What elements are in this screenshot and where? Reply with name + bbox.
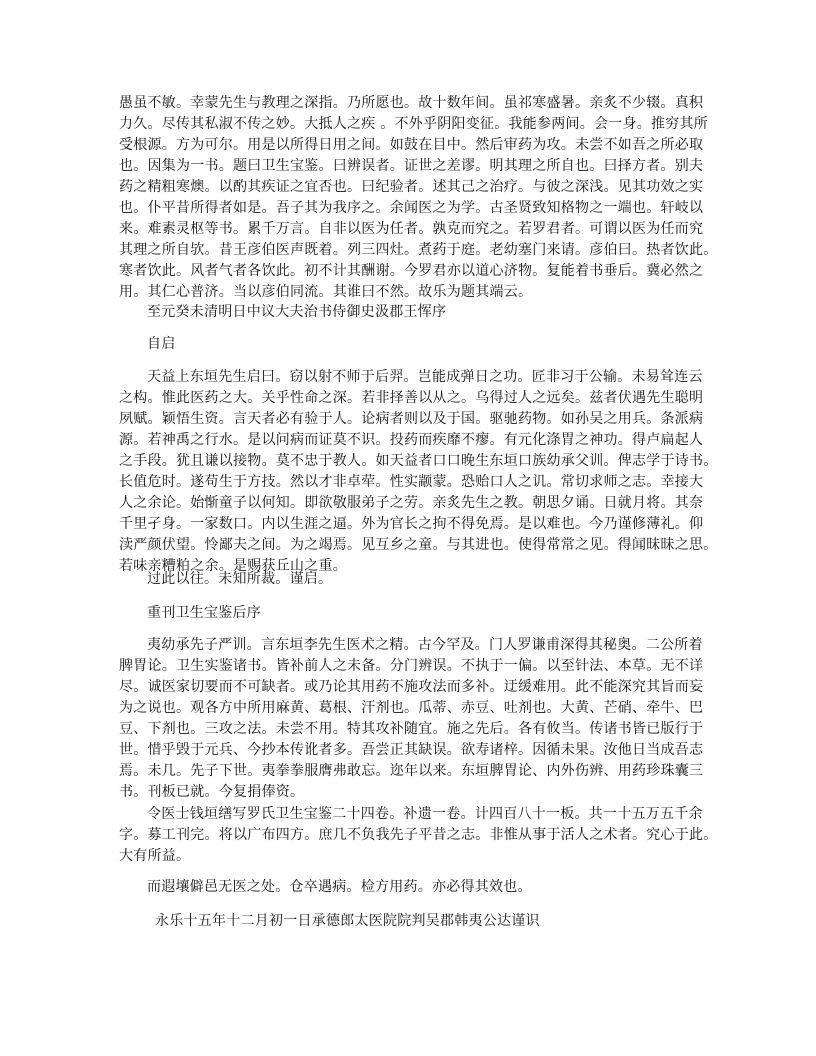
text-line: 字。募工刊完。将以广布四方。庶几不负我先子平昔之志。非惟从事于活人之术者。究心于此。 [119, 827, 718, 843]
text-line: 受根源。方为可尔。用是以所得日用之间。如鼓在目中。然后审药为攻。未尝不如吾之所必取 [119, 137, 704, 153]
text-line: 自启 [147, 336, 176, 352]
text-line: 而遐壤僻邑无医之处。仓卒遇病。检方用药。亦必得其效也。 [147, 879, 532, 895]
text-line: 其理之所自欤。昔王彦伯医声既着。列三四灶。煮药于庭。老幼塞门来请。彦伯曰。热者饮此。 [119, 242, 718, 258]
preface-signature [119, 302, 727, 323]
text-line: 夙赋。颖悟生资。言天者必有验于人。论病者则以及于国。驱驰药物。如孙吴之用兵。条派病 [119, 411, 704, 427]
text-line: 人之余论。始惭童子以何知。即欲敬服弟子之劳。亲炙先生之教。朝思夕诵。日就月将。其奈 [119, 495, 704, 511]
letter-body-paragraph [119, 367, 718, 577]
text-line: 为之说也。观各方中所用麻黄、葛根、汗剂也。瓜蒂、赤豆、吐剂也。大黄、芒硝、牵牛、巴 [119, 700, 704, 716]
text-line: 书。刊板已就。今复捐俸资。 [119, 784, 305, 800]
text-line: 也。因集为一书。题曰卫生宝鉴。曰辨误者。证世之差谬。明其理之所自也。曰择方者。别夫 [119, 158, 704, 174]
text-line: 寒者饮此。风者气者各饮此。初不计其酬谢。今罗君亦以道心济物。复能着书垂后。冀必然之 [119, 263, 704, 279]
text-line: 夷幼承先子严训。言东垣李先生医术之精。古今罕及。门人罗谦甫深得其秘奥。二公所着 [147, 637, 703, 653]
printing-note-paragraph [119, 804, 718, 867]
text-line: 愚虽不敏。幸蒙先生与教理之深指。乃所愿也。故十数年间。虽祁寒盛暑。亲炙不少辍。真积 [119, 95, 704, 111]
text-line: 力久。尽传其私淑不传之妙。大抵人之疾 。不外乎阴阳变征。我能参两间。会一身。推穷其所 [119, 116, 708, 132]
text-line: 令医士钱垣缮写罗氏卫生宝鉴二十四卷。补遗一卷。计四百八十一板。共一十五万五千余 [147, 806, 703, 822]
text-line: 焉。未几。先子下世。夷拳拳服膺弗敢忘。迩年以来。东垣脾胃论、内外伤辨、用药珍珠囊三 [119, 763, 704, 779]
text-line: 天益上东垣先生启曰。窃以射不师于后羿。岂能成弹日之功。匠非习于公输。未易耸连云 [147, 369, 703, 385]
text-line: 来。难素灵枢等书。累千万言。自非以医为任者。孰克而究之。若罗君者。可谓以医为任而究 [119, 221, 704, 237]
text-line: 若味亲糟粕之余。是赐获丘山之重。 [119, 558, 347, 574]
text-line: 大有所益。 [119, 848, 191, 864]
section-heading-self-letter [119, 334, 699, 355]
text-line: 豆、下剂也。三攻之法。未尝不用。特其攻补随宜。施之先后。各有攸当。传诸书皆已版行于 [119, 721, 704, 737]
text-line: 之手段。犹且谦以接物。莫不忠于教人。如天益者口口晚生东垣口族幼承父训。俾志学于诗书。 [119, 453, 718, 469]
text-line: 至元癸未清明日中议大夫治书侍御史汲郡王恽序 [147, 304, 447, 320]
text-line: 渎严颜伏望。怜鄙夫之间。为之竭焉。见互乡之童。与其进也。使得常常之见。得闻昧昧之思。 [119, 537, 718, 553]
text-line: 之构。惟此医药之大。关乎性命之深。若非择善以从之。乌得过人之远矣。兹者伏遇先生聪明 [119, 390, 704, 406]
text-line: 也。仆平昔所得者如是。吾子其为我序之。余闻医之为学。古圣贤致知格物之一端也。轩岐以 [119, 200, 704, 216]
text-line: 世。惜乎毁于元兵、今抄本传讹者多。吾尝正其缺误。欲寿诸梓。因循未果。汝他日当成吾志 [119, 742, 704, 758]
closing-paragraph [119, 877, 699, 898]
text-line: 源。若神禹之行水。是以问病而证莫不识。投药而疾靡不瘳。有元化涤胃之神功。得卢扁起人 [119, 432, 704, 448]
text-line: 药之精粗寒燠。以酌其疾证之宜否也。曰纪验者。述其己之治疗。与彼之深浅。见其功效之实 [119, 179, 704, 195]
postscript-body-paragraph [119, 635, 704, 803]
text-line: 脾胃论。卫生实鉴诸书。皆补前人之未备。分门辨误。不执于一偏。以至针法、本草。无不详 [119, 658, 704, 674]
letter-closing [119, 569, 699, 590]
text-line: 尽。诚医家切要而不可缺者。或乃论其用药不施攻法而多补。迂缓难用。此不能深究其旨而妄 [119, 679, 704, 695]
section-heading-postscript [119, 603, 699, 624]
text-line: 过此以往。未知所裁。谨启。 [147, 571, 333, 587]
text-line: 千里孑身。一家数口。内以生涯之逼。外为官长之拘不得免焉。是以难也。今乃谨修薄礼。仰 [119, 516, 704, 532]
text-line: 重刊卫生宝鉴后序 [147, 605, 261, 621]
text-line: 长值危时。遂苟生于方技。然以才非卓荦。性实颛蒙。恐贻口人之讥。常切求师之志。幸接大 [119, 474, 704, 490]
text-line: 永乐十五年十二月初一日承德郎太医院院判吴郡韩夷公达谨识 [155, 913, 540, 929]
postscript-signature [119, 911, 735, 932]
preface-body-paragraph [119, 93, 718, 303]
text-line: 用。其仁心普济。当以彦伯同流。其谁曰不然。故乐为题其端云。 [119, 284, 533, 300]
